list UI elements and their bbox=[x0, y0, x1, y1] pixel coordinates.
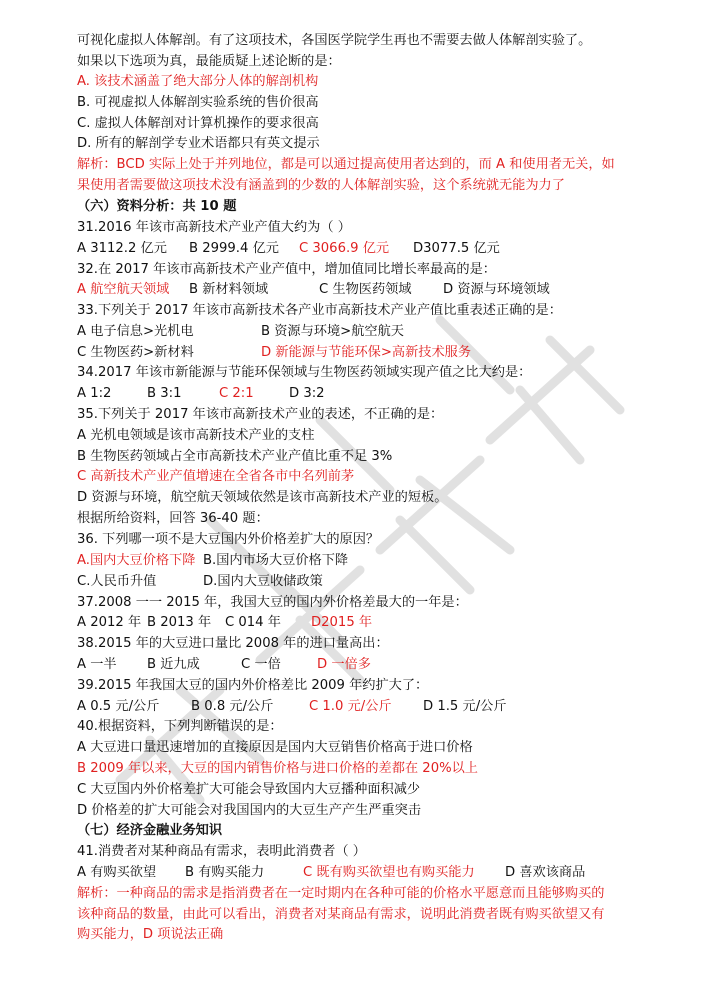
q35-option-b: B 生物医药领域占全市高新技术产业产值比重不足 3% bbox=[77, 449, 393, 464]
q33-option-b: B 资源与环境>航空航天 bbox=[261, 324, 404, 339]
q41-option-b: B 有购买能力 bbox=[185, 865, 265, 880]
q40-option-a: A 大豆进口量迅速增加的直接原因是国内大豆销售价格高于进口价格 bbox=[77, 740, 473, 755]
explanation: 解析：BCD 实际上处于并列地位，都是可以通过提高使用者达到的，而 A 和使用者无关，如 bbox=[77, 157, 615, 172]
q31-option-d: D3077.5 亿元 bbox=[413, 241, 500, 256]
q33-option-c: C 生物医药>新材料 bbox=[77, 345, 194, 360]
q38-stem: 38.2015 年的大豆进口量比 2008 年的进口量高出： bbox=[77, 636, 389, 651]
q32-stem: 32.在 2017 年该市高新技术产业产值中，增加值同比增长率最高的是： bbox=[77, 262, 496, 277]
q34-option-b: B 3:1 bbox=[147, 386, 182, 401]
q36-option-c: C.人民币升值 bbox=[77, 574, 157, 589]
q34-option-c-answer: C 2:1 bbox=[219, 386, 254, 401]
q35-option-c-answer: C 高新技术产业产值增速在全省各市中名列前茅 bbox=[77, 469, 355, 484]
option-b: B. 可视虚拟人体解剖实验系统的售价很高 bbox=[77, 95, 319, 110]
q32-option-c: C 生物医药领域 bbox=[319, 282, 412, 297]
option-a-answer: A. 该技术涵盖了绝大部分人体的解剖机构 bbox=[77, 74, 319, 89]
q36-option-d: D.国内大豆收储政策 bbox=[203, 574, 323, 589]
q40-option-c: C 大豆国内外价格差扩大可能会导致国内大豆播种面积减少 bbox=[77, 782, 421, 797]
q41-option-a: A 有购买欲望 bbox=[77, 865, 157, 880]
q35-stem: 35.下列关于 2017 年该市高新技术产业的表述，不正确的是： bbox=[77, 407, 444, 422]
q39-option-c-answer: C 1.0 元/公斤 bbox=[309, 699, 392, 714]
section-heading-7: （七）经济金融业务知识 bbox=[77, 823, 223, 838]
q38-option-a: A 一半 bbox=[77, 657, 117, 672]
q33-option-d-answer: D 新能源与节能环保>高新技术服务 bbox=[261, 345, 472, 360]
q34-stem: 34.2017 年该市新能源与节能环保领域与生物医药领域实现产值之比大约是： bbox=[77, 365, 532, 380]
q37-option-c: C 014 年 bbox=[225, 615, 281, 630]
section-heading: （六）资料分析：共 10 题 bbox=[77, 199, 237, 214]
q37-option-a: A 2012 年 bbox=[77, 615, 142, 630]
q35-option-a: A 光机电领域是该市高新技术产业的支柱 bbox=[77, 428, 315, 443]
q38-option-d-answer: D 一倍多 bbox=[317, 657, 371, 672]
q31-option-c-answer: C 3066.9 亿元 bbox=[299, 241, 390, 256]
q39-option-b: B 0.8 元/公斤 bbox=[191, 699, 274, 714]
q41-explanation-cont: 该种商品的数量，由此可以看出，消费者对某商品有需求，说明此消费者既有购买欲望又有 bbox=[77, 907, 605, 922]
q33-stem: 33.下列关于 2017 年该市高新技术各产业市高新技术产业产值比重表述正确的是： bbox=[77, 303, 562, 318]
q34-option-a: A 1:2 bbox=[77, 386, 112, 401]
q41-option-d: D 喜欢该商品 bbox=[505, 865, 586, 880]
q34-option-d: D 3:2 bbox=[289, 386, 325, 401]
q32-option-d: D 资源与环境领域 bbox=[443, 282, 550, 297]
q31-option-b: B 2999.4 亿元 bbox=[189, 241, 279, 256]
q41-stem: 41.消费者对某种商品有需求，表明此消费者（ ） bbox=[77, 844, 366, 859]
q37-option-b: B 2013 年 bbox=[147, 615, 212, 630]
q31-option-a: A 3112.2 亿元 bbox=[77, 241, 167, 256]
q32-option-a-answer: A 航空航天领域 bbox=[77, 282, 170, 297]
q39-option-d: D 1.5 元/公斤 bbox=[423, 699, 507, 714]
q37-option-d-answer: D2015 年 bbox=[311, 615, 373, 630]
q36-option-a-answer: A.国内大豆价格下降 bbox=[77, 553, 196, 568]
q33-option-a: A 电子信息>光机电 bbox=[77, 324, 194, 339]
q41-option-c: C 既有购买欲望也有购买能力 bbox=[303, 865, 475, 880]
q38-option-c: C 一倍 bbox=[241, 657, 281, 672]
q39-stem: 39.2015 年我国大豆的国内外价格差比 2009 年约扩大了： bbox=[77, 678, 429, 693]
q37-stem: 37.2008 一一 2015 年，我国大豆的国内外价格差最大的一年是： bbox=[77, 595, 468, 610]
q31-stem: 31.2016 年该市高新技术产业产值大约为（ ） bbox=[77, 220, 351, 235]
q36-option-b: B.国内市场大豆价格下降 bbox=[203, 553, 349, 568]
q40-option-d: D 价格差的扩大可能会对我国国内的大豆生产产生严重突击 bbox=[77, 803, 422, 818]
q35-option-d: D 资源与环境，航空航天领域依然是该市高新技术产业的短板。 bbox=[77, 490, 448, 505]
q39-option-a: A 0.5 元/公斤 bbox=[77, 699, 160, 714]
q32-option-b: B 新材料领域 bbox=[189, 282, 269, 297]
q38-option-b: B 近九成 bbox=[147, 657, 200, 672]
text-line: 可视化虚拟人体解剖。有了这项技术，各国医学院学生再也不需要去做人体解剖实验了。 bbox=[77, 33, 592, 48]
option-d: D. 所有的解剖学专业术语都只有英文提示 bbox=[77, 136, 320, 151]
option-c: C. 虚拟人体解剖对计算机操作的要求很高 bbox=[77, 116, 319, 131]
q40-option-b-answer: B 2009 年以来，大豆的国内销售价格与进口价格的差都在 20%以上 bbox=[77, 761, 478, 776]
explanation-cont: 果使用者需要做这项技术没有涵盖到的少数的人体解剖实验，这个系统就无能为力了 bbox=[77, 178, 565, 193]
q41-explanation-end: 购买能力，D 项说法正确 bbox=[77, 927, 224, 942]
q40-stem: 40.根据资料，下列判断错误的是： bbox=[77, 719, 283, 734]
question-stem: 如果以下选项为真，最能质疑上述论断的是： bbox=[77, 54, 341, 69]
q36-stem: 36. 下列哪一项不是大豆国内外价格差扩大的原因？ bbox=[77, 532, 380, 547]
passage-intro: 根据所给资料，回答 36-40 题： bbox=[77, 511, 269, 526]
q41-explanation: 解析：一种商品的需求是指消费者在一定时期内在各种可能的价格水平愿意而且能够购买的 bbox=[77, 886, 605, 901]
